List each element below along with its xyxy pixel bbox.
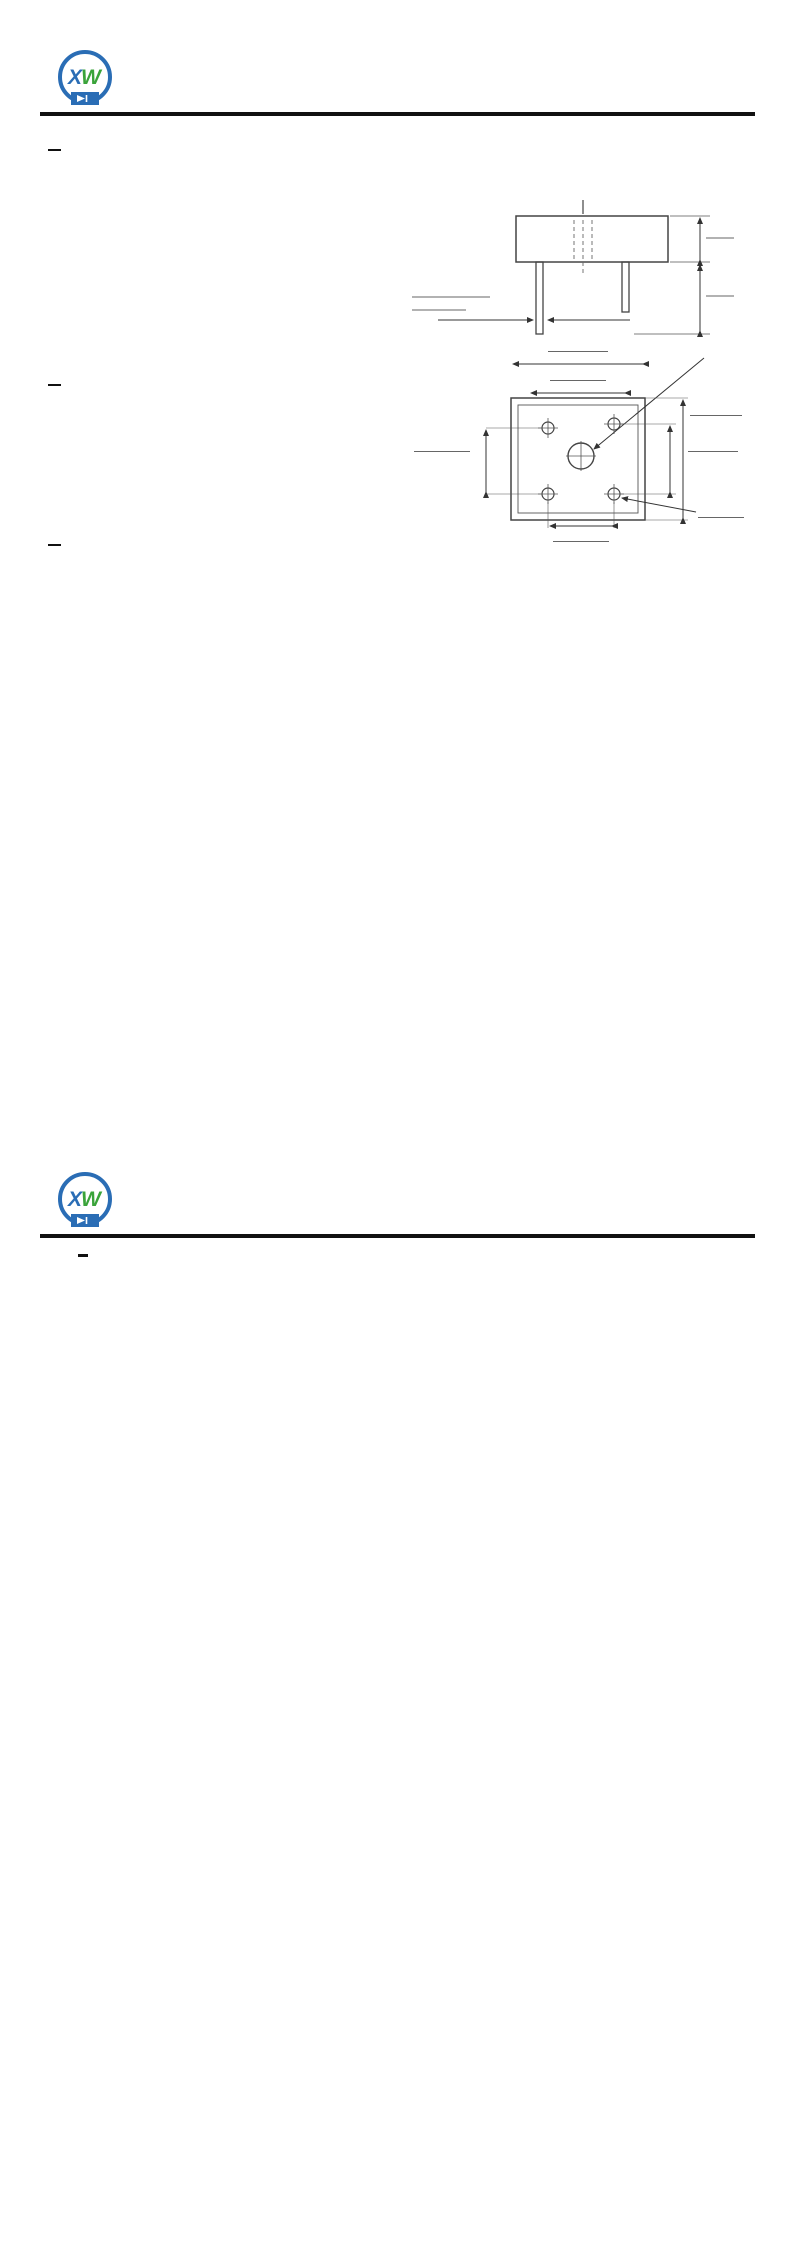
brand-logo-icon [55,1170,115,1232]
package-body-top [511,398,645,520]
figure-1 [44,1292,404,1299]
figure-5 [44,1884,404,1891]
header-rule [40,1234,755,1238]
figure-2 [408,1308,768,1315]
svg-text:X: X [68,1188,83,1211]
header-rule [40,112,755,116]
figure-4 [408,1593,768,1600]
brand-logo [55,48,122,110]
logo-letters-2: W [81,66,101,89]
header-title-block [350,56,757,65]
svg-text:W: W [81,1188,101,1211]
package-label-row [523,174,539,178]
brand-logo [55,1170,122,1232]
figure-6 [408,1902,768,1909]
mechanical-heading [48,381,61,386]
logo-letters: X [68,66,83,89]
features-heading [48,146,61,151]
page-2 [0,1122,793,2244]
curves-section-heading [78,1250,88,1257]
brand-logo-icon [55,48,115,110]
ratings-heading [48,541,61,546]
header-title-block [350,1178,757,1187]
package-lead-1 [536,262,543,334]
figure-3 [44,1590,404,1597]
package-drawing [398,198,790,563]
package-lead-2 [622,262,629,312]
